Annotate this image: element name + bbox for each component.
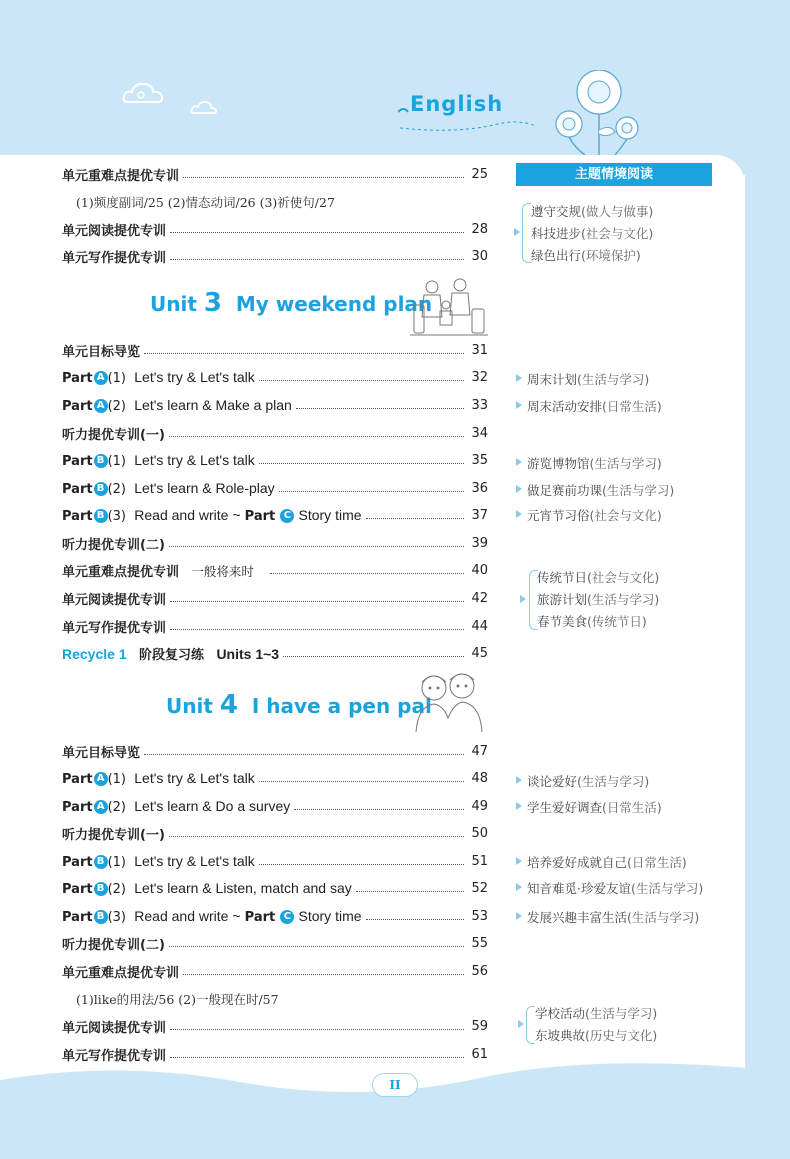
- pen-pals-illustration: [410, 668, 488, 734]
- arrow-icon: [516, 776, 522, 784]
- dot-leader: [259, 864, 464, 865]
- part-letter-badge: B: [94, 509, 108, 523]
- dot-leader: [169, 836, 464, 837]
- part-letter-badge: C: [280, 509, 294, 523]
- dot-leader: [259, 463, 464, 464]
- subject-title: English: [410, 92, 504, 116]
- dot-leader: [170, 629, 464, 630]
- toc-row[interactable]: 单元写作提优专训 61: [62, 1046, 488, 1064]
- arrow-icon: [516, 857, 522, 865]
- toc-row[interactable]: 听力提优专训(一) 50: [62, 825, 488, 843]
- part-letter-badge: B: [94, 482, 108, 496]
- theme-item: 发展兴趣丰富生活(生活与学习): [527, 910, 700, 925]
- theme-item: 周末计划(生活与学习): [527, 372, 650, 387]
- sub-topics: (1)频度副词/25 (2)情态动词/26 (3)祈使句/27: [76, 195, 335, 210]
- dot-leader: [259, 380, 464, 381]
- toc-row[interactable]: 单元阅读提优专训 42: [62, 590, 488, 608]
- toc-row[interactable]: 听力提优专训(二) 55: [62, 935, 488, 953]
- part-letter-badge: A: [94, 800, 108, 814]
- dot-leader: [169, 436, 464, 437]
- header-background: [0, 0, 790, 175]
- right-edge-strip: [745, 155, 790, 1085]
- part-letter-badge: B: [94, 454, 108, 468]
- theme-item: 谈论爱好(生活与学习): [527, 774, 650, 789]
- arrow-icon: [518, 1020, 524, 1028]
- toc-row[interactable]: 单元重难点提优专训 25: [62, 166, 488, 184]
- arrow-icon: [516, 401, 522, 409]
- dot-leader: [144, 754, 464, 755]
- dot-leader: [170, 259, 464, 260]
- sunflower-icon: [545, 70, 645, 155]
- toc-row[interactable]: 听力提优专训(一) 34: [62, 425, 488, 443]
- sub-topics: (1)like的用法/56 (2)一般现在时/57: [76, 992, 279, 1007]
- dot-leader: [183, 177, 464, 178]
- theme-item: 绿色出行(环境保护): [531, 248, 641, 263]
- toc-row[interactable]: 单元写作提优专训 30: [62, 248, 488, 266]
- dot-leader: [169, 946, 464, 947]
- dot-leader: [169, 546, 464, 547]
- toc-row[interactable]: 单元重难点提优专训 56: [62, 963, 488, 981]
- toc-row[interactable]: 单元目标导览 47: [62, 743, 488, 761]
- theme-item: 学生爱好调查(日常生活): [527, 800, 662, 815]
- part-letter-badge: C: [280, 910, 294, 924]
- theme-item: 遵守交规(做人与做事): [531, 204, 654, 219]
- arrow-icon: [516, 802, 522, 810]
- part-letter-badge: A: [94, 399, 108, 413]
- dot-leader: [170, 232, 464, 233]
- dot-leader: [170, 601, 464, 602]
- arrow-icon: [516, 883, 522, 891]
- theme-item: 春节美食(传统节日): [537, 614, 647, 629]
- unit-4-title: Unit 4 I have a pen pal: [166, 690, 432, 720]
- toc-row[interactable]: Part B (3) Read and write ~ Part C Story time 53: [62, 907, 488, 925]
- toc-row[interactable]: Part A (2) Let's learn & Do a survey 49: [62, 797, 488, 815]
- cloud-icon: [190, 98, 218, 116]
- toc-row[interactable]: Part B (1) Let's try & Let's talk 51: [62, 852, 488, 870]
- theme-panel-title: 主题情境阅读: [516, 163, 712, 186]
- brace: [522, 203, 531, 263]
- part-letter-badge: A: [94, 772, 108, 786]
- dot-leader: [279, 491, 464, 492]
- part-letter-badge: B: [94, 855, 108, 869]
- arrow-icon: [516, 374, 522, 382]
- arrow-icon: [520, 595, 526, 603]
- toc-row[interactable]: Part B (2) Let's learn & Listen, match and say 52: [62, 879, 488, 897]
- theme-item: 旅游计划(生活与学习): [537, 592, 660, 607]
- theme-item: 学校活动(生活与学习): [535, 1006, 658, 1021]
- unit-3-title: Unit 3 My weekend plan: [150, 288, 433, 318]
- theme-item: 知音难觅·珍爱友谊(生活与学习): [527, 881, 704, 896]
- toc-row[interactable]: 单元阅读提优专训 59: [62, 1018, 488, 1036]
- dot-leader: [270, 573, 464, 574]
- toc-row[interactable]: Part B (1) Let's try & Let's talk 35: [62, 451, 488, 469]
- dot-leader: [356, 891, 464, 892]
- part-letter-badge: B: [94, 910, 108, 924]
- page-number: II: [372, 1073, 418, 1097]
- toc-row[interactable]: Part A (1) Let's try & Let's talk 32: [62, 368, 488, 386]
- theme-item: 元宵节习俗(社会与文化): [527, 508, 662, 523]
- dot-leader: [170, 1057, 464, 1058]
- dot-leader: [183, 974, 464, 975]
- theme-item: 游览博物馆(生活与学习): [527, 456, 662, 471]
- toc-row[interactable]: 单元重难点提优专训 一般将来时 40: [62, 562, 488, 580]
- toc-row[interactable]: Part B (2) Let's learn & Role-play 36: [62, 479, 488, 497]
- family-travel-illustration: [410, 275, 488, 337]
- brace: [526, 1006, 535, 1044]
- title-swirl-decoration: [398, 104, 538, 134]
- toc-row[interactable]: Part B (3) Read and write ~ Part C Story time 37: [62, 506, 488, 524]
- dot-leader: [366, 919, 464, 920]
- arrow-icon: [514, 228, 520, 236]
- dot-leader: [294, 809, 464, 810]
- dot-leader: [144, 353, 464, 354]
- arrow-icon: [516, 485, 522, 493]
- dot-leader: [283, 656, 464, 657]
- dot-leader: [366, 518, 464, 519]
- cloud-icon: [122, 80, 166, 106]
- theme-item: 东坡典故(历史与文化): [535, 1028, 658, 1043]
- part-letter-badge: B: [94, 882, 108, 896]
- dot-leader: [170, 1029, 464, 1030]
- arrow-icon: [516, 510, 522, 518]
- recycle-row[interactable]: Recycle 1 阶段复习练 Units 1~3 45: [62, 645, 488, 663]
- dot-leader: [259, 781, 464, 782]
- theme-item: 传统节日(社会与文化): [537, 570, 660, 585]
- theme-item: 周末活动安排(日常生活): [527, 399, 662, 414]
- arrow-icon: [516, 912, 522, 920]
- arrow-icon: [516, 458, 522, 466]
- theme-item: 科技进步(社会与文化): [531, 226, 654, 241]
- toc-row[interactable]: 单元写作提优专训 44: [62, 618, 488, 636]
- toc-row[interactable]: 单元阅读提优专训 28: [62, 221, 488, 239]
- theme-item: 培养爱好成就自己(日常生活): [527, 855, 687, 870]
- toc-row[interactable]: 听力提优专训(二) 39: [62, 535, 488, 553]
- theme-item: 做足赛前功课(生活与学习): [527, 483, 675, 498]
- toc-row[interactable]: Part A (1) Let's try & Let's talk 48: [62, 769, 488, 787]
- dot-leader: [296, 408, 464, 409]
- toc-row[interactable]: 单元目标导览 31: [62, 342, 488, 360]
- toc-row[interactable]: Part A (2) Let's learn & Make a plan 33: [62, 396, 488, 414]
- part-letter-badge: A: [94, 371, 108, 385]
